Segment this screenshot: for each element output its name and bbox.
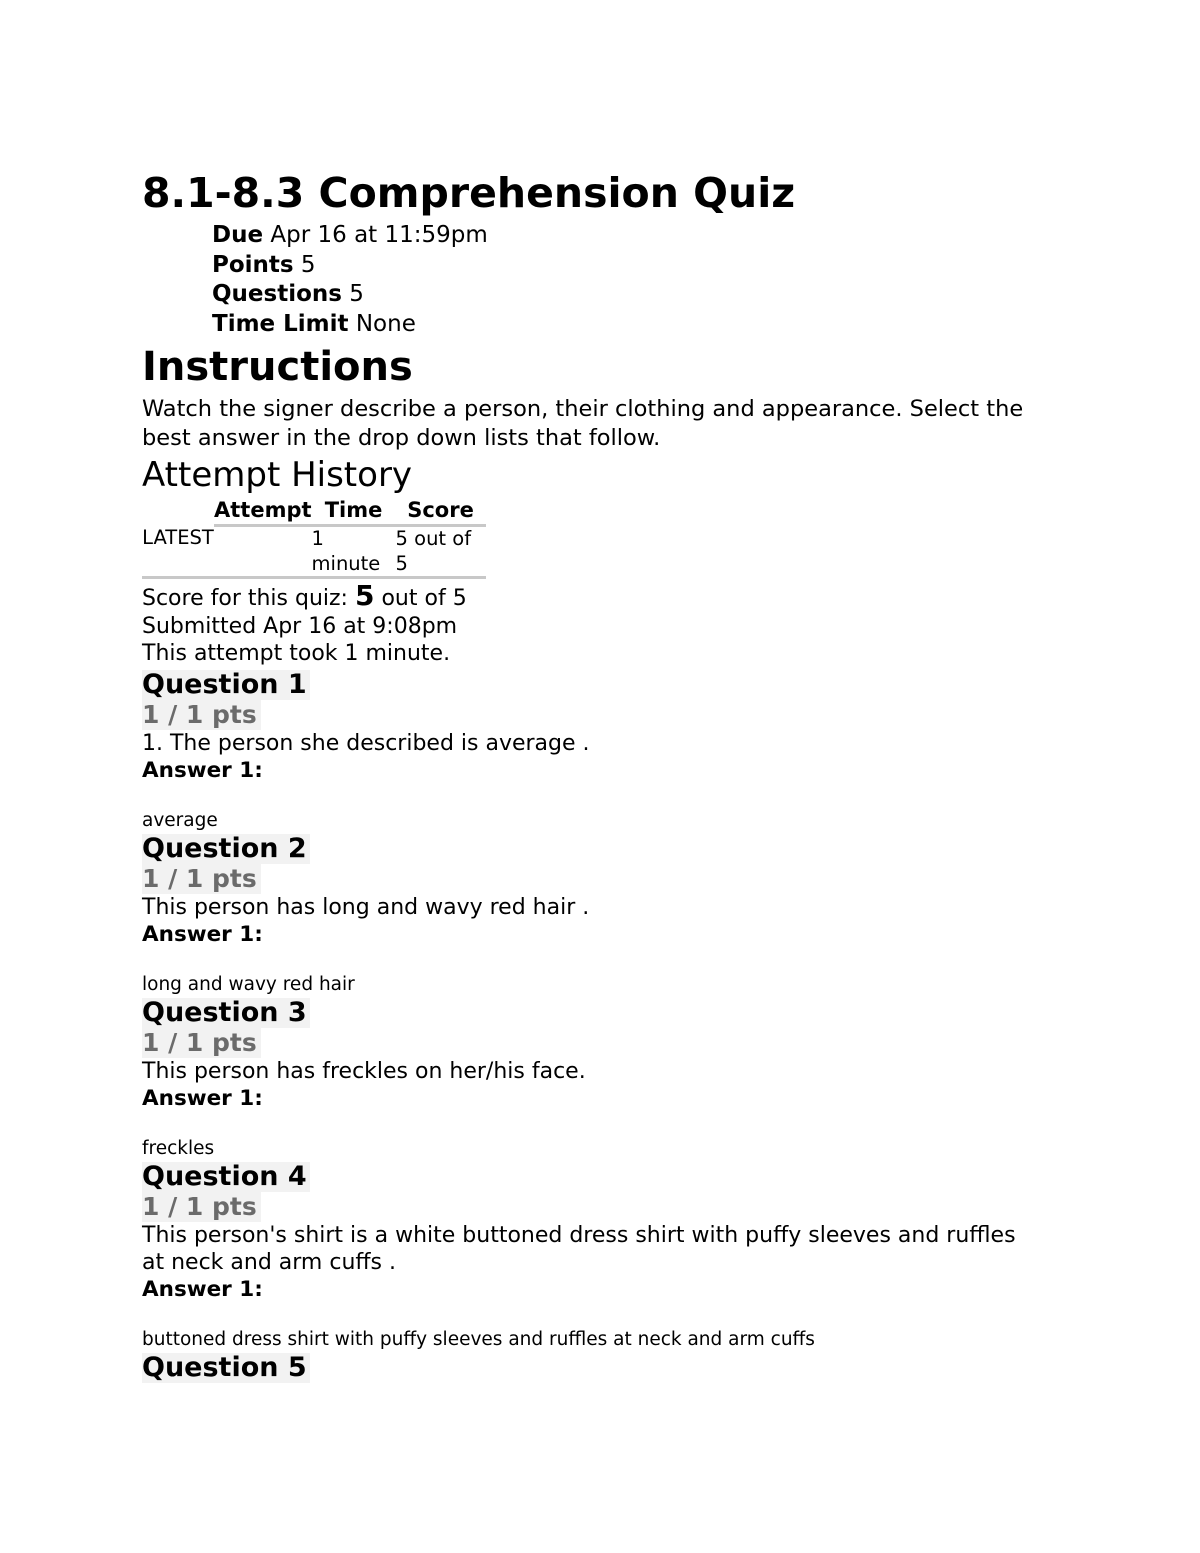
- attempt-score: 5 out of 5: [396, 526, 486, 578]
- attempt-link[interactable]: [214, 526, 312, 578]
- attempt-time: 1 minute: [312, 526, 396, 578]
- answer-label: Answer 1:: [142, 757, 263, 783]
- question-5: [142, 1353, 1042, 1383]
- question-points: 1 / 1 pts: [142, 700, 261, 730]
- latest-tag: LATEST: [142, 526, 214, 578]
- answer-value: long and wavy red hair: [142, 973, 355, 995]
- time-limit-label: Time Limit: [212, 310, 349, 337]
- quiz-page: [142, 165, 1042, 1383]
- answer-value: buttoned dress shirt with puffy sleeves and ruffles at neck and arm cuffs: [142, 1328, 815, 1350]
- question-text: This person's shirt is a white buttoned dress shirt with puffy sleeves and ruffles at neck and arm cuffs .: [142, 1222, 1016, 1275]
- questions-value: 5: [349, 281, 364, 307]
- question-2: [142, 834, 1042, 996]
- time-limit-value: None: [355, 310, 416, 337]
- questions-row: [212, 280, 1042, 310]
- question-text: This person has long and wavy red hair .: [142, 894, 590, 920]
- submitted-text: Submitted Apr 16 at 9:08pm: [142, 613, 458, 639]
- due-label: Due: [212, 222, 264, 248]
- question-points: 1 / 1 pts: [142, 864, 261, 894]
- question-1: [142, 670, 1042, 832]
- question-points: 1 / 1 pts: [142, 1028, 261, 1058]
- question-title: Question 4: [142, 1162, 310, 1192]
- duration-text: This attempt took 1 minute.: [142, 641, 451, 666]
- answer-label: Answer 1:: [142, 921, 263, 947]
- attempt-history-table: [142, 497, 486, 579]
- table-header-blank: [142, 497, 214, 526]
- answer-value: average: [142, 809, 218, 831]
- question-title: Question 1: [142, 670, 310, 700]
- score-suffix: out of 5: [381, 586, 467, 611]
- due-row: [212, 221, 1042, 251]
- question-points: 1 / 1 pts: [142, 1192, 261, 1222]
- questions-label: Questions: [212, 281, 342, 307]
- instructions-heading: Instructions: [142, 344, 413, 390]
- question-3: [142, 998, 1042, 1160]
- points-label: Points: [212, 251, 294, 278]
- question-title: Question 3: [142, 998, 310, 1028]
- question-text: 1. The person she described is average .: [142, 730, 590, 756]
- question-title: Question 2: [142, 834, 310, 864]
- answer-label: Answer 1:: [142, 1276, 263, 1302]
- points-value: 5: [300, 251, 316, 278]
- answer-value: freckles: [142, 1137, 215, 1159]
- score-prefix: Score for this quiz:: [142, 586, 348, 611]
- instructions-text: Watch the signer describe a person, their clothing and appearance. Select the best answer in the drop down lists that follow.: [142, 396, 1024, 451]
- question-title: Question 5: [142, 1353, 310, 1383]
- table-row: [142, 526, 486, 578]
- table-header-time: Time: [312, 497, 396, 526]
- table-header-attempt: Attempt: [214, 497, 312, 526]
- table-header-score: Score: [396, 497, 486, 526]
- time-limit-row: [212, 310, 1042, 340]
- question-text: This person has freckles on her/his face.: [142, 1058, 586, 1084]
- due-value: Apr 16 at 11:59pm: [270, 222, 488, 248]
- score-value: 5: [354, 579, 375, 612]
- table-header-row: [142, 497, 486, 526]
- quiz-meta: [212, 221, 1042, 339]
- quiz-score: [142, 579, 1042, 613]
- question-4: [142, 1162, 1042, 1351]
- attempt-history-heading: Attempt History: [142, 455, 413, 495]
- points-row: [212, 251, 1042, 281]
- quiz-title: 8.1-8.3 Comprehension Quiz: [142, 169, 796, 217]
- answer-label: Answer 1:: [142, 1085, 263, 1111]
